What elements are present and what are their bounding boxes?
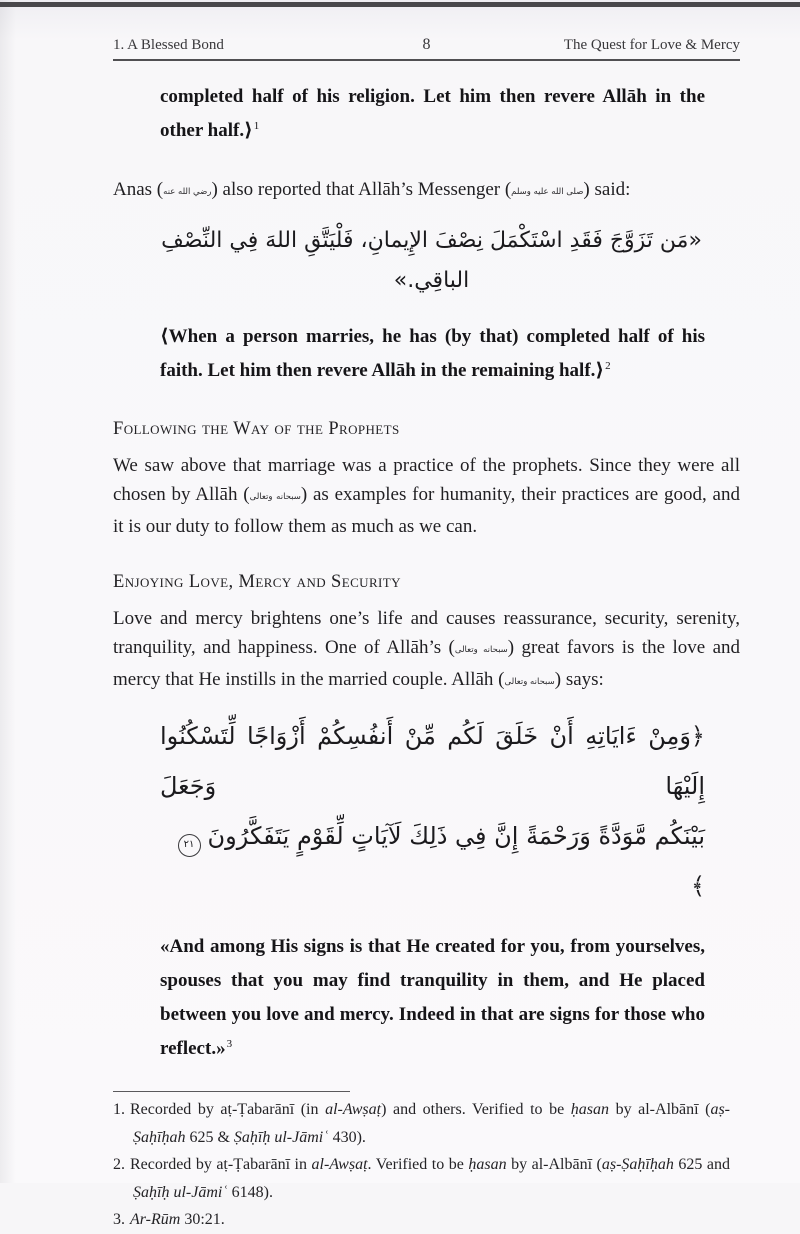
- footnote-ref-3: 3: [226, 1037, 233, 1050]
- narrator-text: Anas (: [113, 179, 164, 200]
- footnote-italic-title: al-Awṣaṭ: [325, 1101, 382, 1118]
- hadith-translation-continued: [160, 80, 705, 148]
- honorific-subhanahu-wa-taala: سبحانه وتعالى: [454, 645, 508, 655]
- ayah-number-marker: ٢١: [178, 834, 201, 857]
- footnote-italic-term: ḥasan: [468, 1156, 507, 1173]
- footnote-text-segment: 625 and: [673, 1156, 730, 1173]
- honorific-sallallahu-alayhi-wa-sallam: صلى الله عليه وسلم: [511, 187, 584, 197]
- honorific-radiallahu-anhu: رضي الله عنه: [163, 187, 212, 197]
- footnote-text-segment: Recorded by aṭ-Ṭabarānī in: [130, 1156, 312, 1173]
- hadith-translation: [160, 320, 705, 388]
- footnote-ref-1: 1: [253, 119, 260, 132]
- chapter-title: 1. A Blessed Bond: [113, 37, 224, 53]
- footnote-1: [113, 1096, 730, 1151]
- footnote-text-segment: 30:21.: [180, 1211, 225, 1228]
- footnote-text-segment: 625 &: [185, 1128, 234, 1146]
- paragraph-text: We saw above that marriage was a practice of the prophets. Since they were all chosen by Allāh (: [113, 455, 740, 505]
- quran-verse-line-2: [160, 811, 705, 911]
- paragraph-text: ) says:: [554, 669, 604, 690]
- quote-text: «And among His signs is that He created for you, from yourselves, spouses that you may find tranquility in them, and He placed between you love and mercy. Indeed in that are signs for those who reflect.»: [160, 936, 705, 1059]
- narrator-line: [113, 175, 740, 207]
- paragraph-text: ) great favors is the love and mercy that He instills in the married couple. Allāh (: [113, 637, 741, 690]
- footnote-number: 1.: [113, 1101, 125, 1118]
- quote-text: completed half of his religion. Let him then revere Allāh in the other half.⟩: [160, 86, 705, 141]
- quran-verse-text: بَيْنَكُم مَّوَدَّةً وَرَحْمَةً إِنَّ فِي ذَلِكَ لَآيَاتٍ لِّقَوْمٍ يَتَفَكَّرُونَ: [207, 822, 705, 850]
- footnote-number: 3.: [113, 1211, 125, 1228]
- footnote-text-segment: by al-Albānī (: [506, 1156, 602, 1173]
- quran-verse-arabic: [160, 711, 705, 911]
- page-number: 8: [422, 36, 431, 53]
- paragraph-prophets-practice: [113, 451, 740, 541]
- footnote-text-segment: 6148).: [227, 1183, 273, 1201]
- book-title: The Quest for Love & Mercy: [563, 37, 740, 53]
- footnote-3: [113, 1206, 730, 1234]
- footnote-separator: [113, 1091, 350, 1092]
- paragraph-text: Love and mercy brightens one’s life and causes reassurance, security, serenity, tranquility, and happiness. One of Allāh’s (: [113, 608, 740, 658]
- footnotes-section: [113, 1091, 740, 1234]
- footnote-text-segment: by al-Albānī (: [609, 1101, 711, 1118]
- section-heading-enjoying-love: Enjoying Love, Mercy and Security: [113, 572, 401, 592]
- quran-translation: [160, 930, 705, 1066]
- footnote-text-segment: Recorded by aṭ-Ṭabarānī (in: [130, 1101, 326, 1118]
- footnote-text-segment: ) and others. Verified to be: [381, 1101, 571, 1118]
- footnote-number: 2.: [113, 1156, 125, 1173]
- paragraph-text: ) as examples for humanity, their practices are good, and it is our duty to follow them as much as we can.: [113, 484, 740, 537]
- footnote-italic-title: aṣ-Ṣaḥīḥah: [133, 1101, 731, 1146]
- quran-verse-line-1: ﴿وَمِنْ ءَايَاتِهِ أَنْ خَلَقَ لَكُم مِّنْ أَنفُسِكُمْ أَزْوَاجًا لِّتَسْكُنُوا إِلَيْهَا وَجَعَلَ: [160, 722, 705, 800]
- honorific-subhanahu-wa-taala: سبحانه وتعالى: [249, 492, 301, 502]
- footnote-italic-title: Ar-Rūm: [130, 1211, 181, 1228]
- running-header: [113, 36, 740, 61]
- honorific-subhanahu-wa-taala: سبحانه وتعالى: [504, 677, 555, 687]
- paragraph-love-and-mercy: [113, 604, 740, 697]
- footnote-text-segment: 430).: [328, 1128, 366, 1146]
- section-heading-following-the-way: Following the Way of the Prophets: [113, 419, 400, 439]
- footnote-italic-title: Ṣaḥīḥ ul-Jāmiʿ: [233, 1128, 329, 1146]
- narrator-text: ) said:: [583, 179, 631, 200]
- footnote-italic-title: aṣ-Ṣaḥīḥah: [601, 1156, 674, 1173]
- footnote-text-segment: . Verified to be: [367, 1156, 469, 1173]
- footnote-italic-title: al-Awṣaṭ: [311, 1156, 368, 1173]
- ornate-closing-bracket: ﴾: [690, 872, 705, 900]
- footnote-ref-2: 2: [605, 359, 611, 372]
- footnote-italic-title: Ṣaḥīḥ ul-Jāmiʿ: [133, 1183, 228, 1201]
- quote-text: ⟨When a person marries, he has (by that) completed half of his faith. Let him then revere Allāh in the remaining half.⟩: [160, 326, 705, 381]
- footnote-2: [113, 1151, 730, 1206]
- hadith-arabic-text: «مَن تَزَوَّجَ فَقَدِ اسْتَكْمَلَ نِصْفَ الإِيمانِ، فَلْيَتَّقِ اللهَ فِي النِّصْفِ الباقِي.»: [161, 228, 702, 293]
- narrator-text: ) also reported that Allāh’s Messenger (: [211, 179, 512, 200]
- footnote-italic-term: ḥasan: [570, 1101, 610, 1118]
